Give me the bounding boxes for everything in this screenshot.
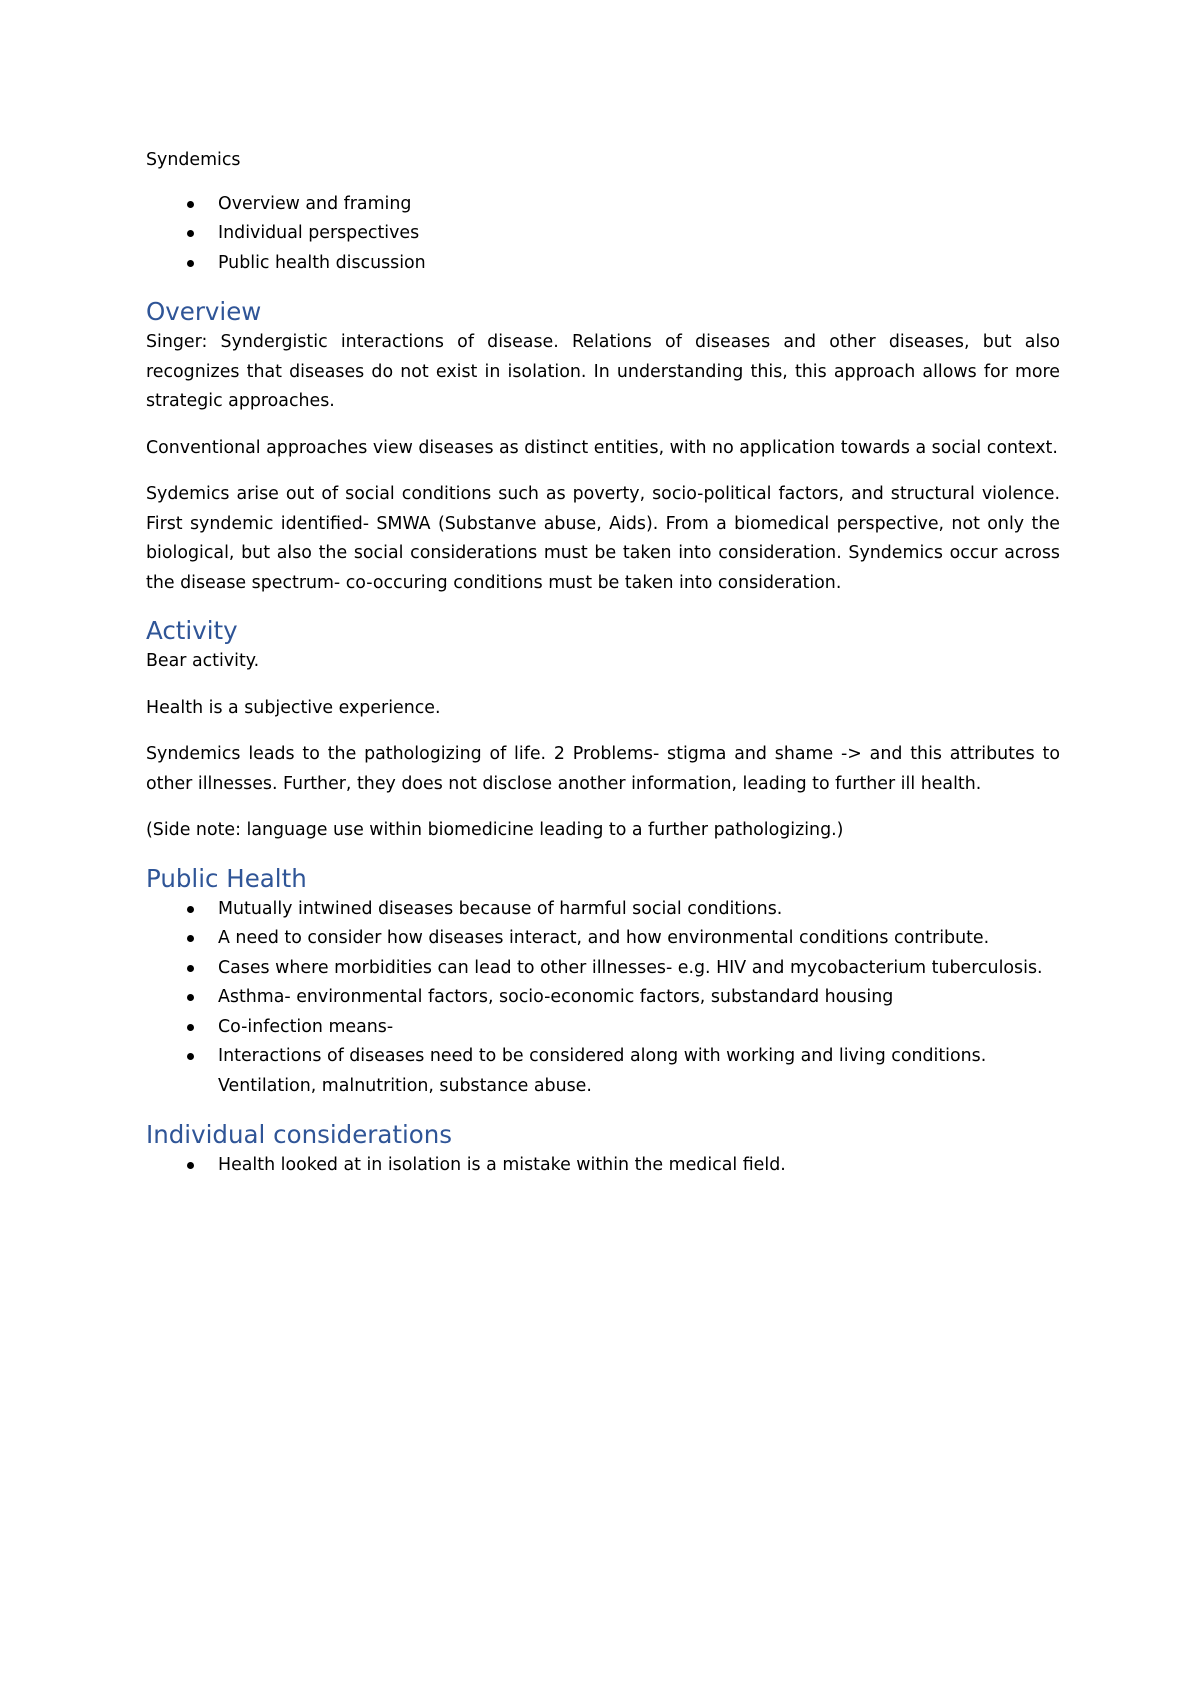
- list-item: [146, 219, 1060, 249]
- list-item: [146, 190, 1060, 220]
- list-item: [146, 954, 1060, 984]
- overview-paragraph: Singer: Syndergistic interactions of disease. Relations of diseases and other diseases, but also recognizes that diseases do not exist in isolation. In understanding this, this approach allows for more strategic approaches.: [146, 332, 1060, 411]
- list-item: [146, 983, 1060, 1013]
- activity-paragraph: (Side note: language use within biomedicine leading to a further pathologizing.): [146, 820, 844, 840]
- activity-paragraph: Bear activity.: [146, 651, 260, 671]
- bullet-icon: [187, 201, 194, 208]
- overview-paragraph: Sydemics arise out of social conditions such as poverty, socio-political factors, and structural violence. First syndemic identified- SMWA (Substanve abuse, Aids). From a biomedical perspective, not only the biological, but also the social considerations must be taken into consideration. Syndemics occur across the disease spectrum- co-occuring conditions must be taken into consideration.: [146, 484, 1060, 593]
- section-heading-individual-considerations: Individual considerations: [146, 1120, 453, 1149]
- list-item: [146, 895, 1060, 925]
- list-item-text: Interactions of diseases need to be considered along with working and living conditions. Ventilation, malnutrition, substance abuse.: [218, 1046, 987, 1096]
- list-item-text: A need to consider how diseases interact, and how environmental conditions contribute.: [218, 928, 990, 948]
- list-item: [146, 924, 1060, 954]
- activity-paragraph: Health is a subjective experience.: [146, 697, 441, 718]
- section-heading-public-health: Public Health: [146, 863, 307, 893]
- bullet-icon: [187, 1024, 194, 1031]
- bullet-icon: [187, 230, 194, 237]
- overview-paragraph: Conventional approaches view diseases as distinct entities, with no application towards a social context.: [146, 437, 1058, 458]
- public-health-bullet-list: [146, 895, 1060, 1102]
- list-item-text: Public health discussion: [218, 252, 426, 273]
- bullet-icon: [187, 935, 194, 942]
- list-item-text: Individual perspectives: [218, 223, 420, 243]
- list-item-text: Mutually intwined diseases because of harmful social conditions.: [218, 898, 783, 919]
- individual-bullet-list: [146, 1151, 1060, 1181]
- bullet-icon: [187, 260, 194, 267]
- list-item-text: Asthma- environmental factors, socio-economic factors, substandard housing: [218, 987, 894, 1007]
- list-item-text: Cases where morbidities can lead to other illnesses- e.g. HIV and mycobacterium tuberculosis.: [218, 957, 1043, 978]
- document-title: Syndemics: [146, 150, 241, 170]
- list-item-text: Overview and framing: [218, 193, 412, 214]
- list-item: [146, 1042, 1060, 1101]
- list-item: [146, 1151, 1060, 1181]
- bullet-icon: [187, 906, 194, 913]
- list-item-text: Co-infection means-: [218, 1016, 394, 1037]
- document-page: [146, 146, 1060, 1199]
- activity-paragraph: Syndemics leads to the pathologizing of life. 2 Problems- stigma and shame -> and this attributes to other illnesses. Further, they does not disclose another information, leading to further ill health.: [146, 744, 1060, 794]
- section-heading-overview: Overview: [146, 297, 262, 326]
- list-item-text: Health looked at in isolation is a mistake within the medical field.: [218, 1155, 786, 1175]
- list-item: [146, 249, 1060, 279]
- intro-bullet-list: [146, 190, 1060, 279]
- list-item: [146, 1013, 1060, 1043]
- section-heading-activity: Activity: [146, 616, 238, 645]
- bullet-icon: [187, 994, 194, 1001]
- bullet-icon: [187, 965, 194, 972]
- bullet-icon: [187, 1162, 194, 1169]
- bullet-icon: [187, 1053, 194, 1060]
